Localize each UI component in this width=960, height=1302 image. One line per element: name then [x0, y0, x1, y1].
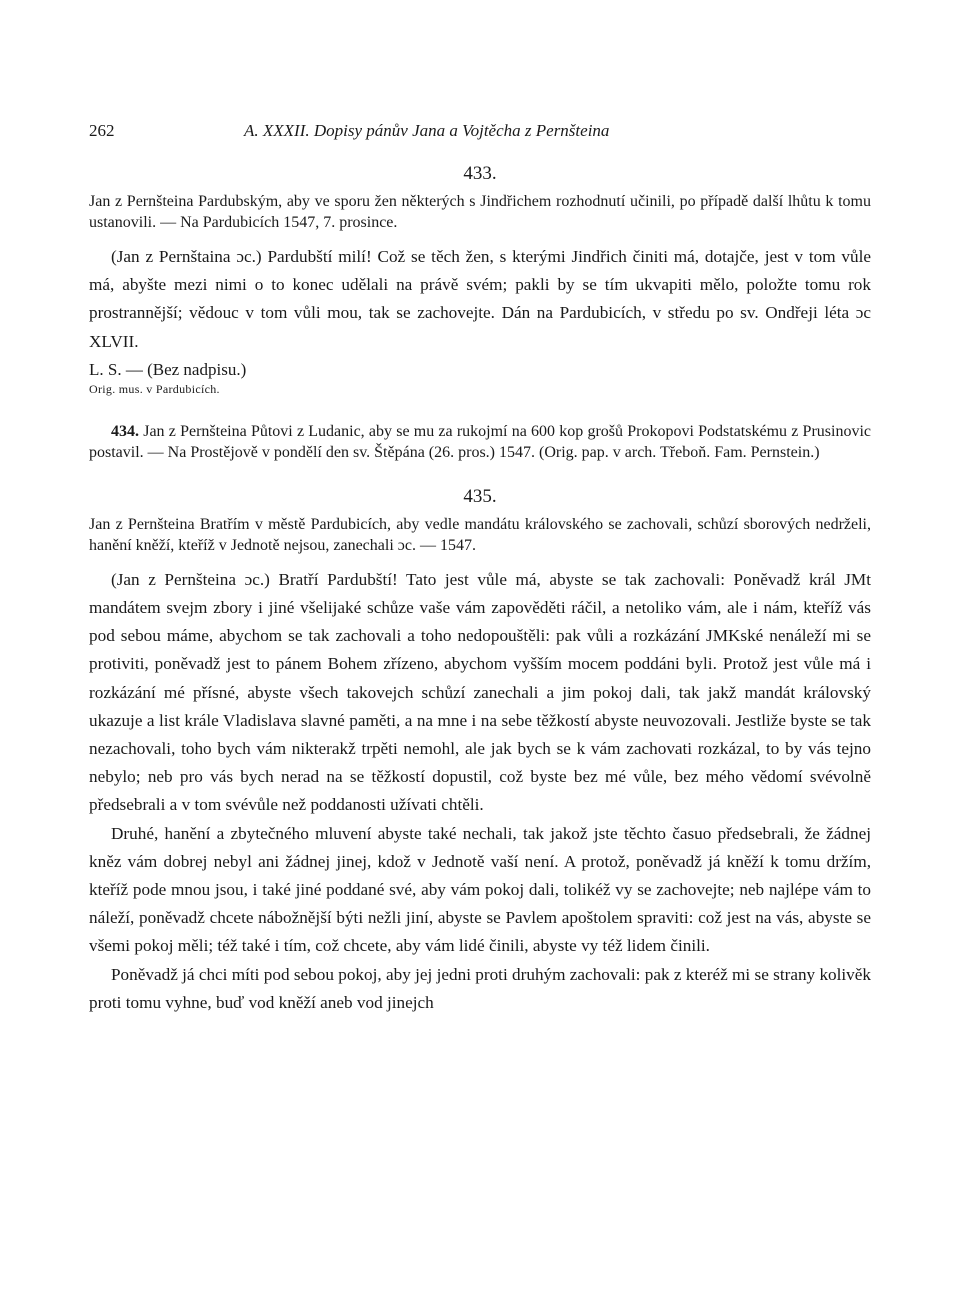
seal-note: L. S. — (Bez nadpisu.) [89, 359, 247, 379]
page-number: 262 [89, 121, 115, 140]
running-header [89, 121, 871, 147]
regest-434 [89, 421, 871, 463]
regest-text-434: Jan z Pernšteina Půtovi z Ludanic, aby se mu za rukojmí na 600 kop grošů Prokopovi Podstatskému z Prusinovic postavil. — Na Prostějově v pondělí den sv. Štěpána (26. pros.) 1547. (Orig. pap. v arch. Třeboň. Fam. Pernstein.) [89, 422, 871, 461]
letter-text-433: (Jan z Pernštaina ɔc.) Pardubští milí! Což se těch žen, s kterými Jindřich činiti má, dotajče, jest v tom vůle má, abyšte mezi nimi o to konec udělali na právě svém; pakli by se tím ukvapiti mělo, položte tomu rok prostrannější; vědouc v tom vůli mou, tak se zachovejte. Dán na Pardubicích, v středu po sv. Ondřeji léta ɔc XLVII. [89, 247, 871, 351]
summary-433: Jan z Pernšteina Pardubským, aby ve sporu žen některých s Jindřichem rozhodnutí učinili, po případě další lhůtu k tomu ustanovili. — Na Pardubicích 1547, 7. prosince. [89, 193, 871, 231]
paragraph-1: (Jan z Pernšteina ɔc.) Bratří Pardubští! Tato jest vůle má, abyste se tak zachovali: Poněvadž král JMt mandátem svejm zbory i jiné všelijaké schůze vaše vám zapověděti ráčil, a netoliko vám, ale i nám, kteříž vás pod sebou máme, abychom se tak zachovali a toho nedopouštěli: pak vůli a rozkázání JMKské nenáleží mi se protiviti, poněvadž jest to pánem Bohem zřízeno, abychom vyšším mocem poddáni byli. Protož jest vůle má i rozkázání mé přísné, abyste všech takovejch schůzí zanechali a jim pokoj dali, tak jakž mandát královský ukazuje a list krále Vladislava slavné paměti, a na mne i na sebe těžkostí abyste neuvozovali. Jestliže byste se tak nezachovali, toho bych vám nikterakž trpěti nemohl, ale jak bych se k vám zachovati rozkázal, to by vás tejno nebylo; neb pro vás bych nerad na se těžkostí dopustil, což byste bez mé vůle, bez mého vědomí svévolně předsebrali a v tom svévůle než poddanosti užívati chtěli. [89, 569, 871, 815]
paragraph-3: Poněvadž já chci míti pod sebou pokoj, aby jej jedni proti druhým zachovali: pak z kteréž mi se strany kolivěk proti tomu vyhne, buď vod kněží aneb vod jinejch [89, 964, 871, 1012]
document-number-434: 434. [111, 422, 139, 440]
letter-body-435 [89, 566, 871, 1017]
document-page [89, 121, 871, 1017]
document-number-435: 435. [463, 485, 497, 507]
origin-note-433: Orig. mus. v Pardubicích. [89, 381, 220, 396]
running-title: A. XXXII. Dopisy pánův Jana a Vojtěcha z Pernšteina [244, 121, 610, 140]
letter-body-433 [89, 243, 871, 356]
paragraph-2: Druhé, hanění a zbytečného mluvení abyste také nechali, tak jakož jste těchto časuo předsebrali, že žádnej kněz vám dobrej nebyl ani žádnej jinej, kdož v Jednotě vaší není. A protož, poněvadž já kněží k tomu držím, kteříž pode mnou jsou, i také jiné poddané své, aby vám pokoj dali, tolikéž vy se zachovejte; neb najlépe vám to náleží, poněvadž chcete nábožnější býti nežli jiní, abyste se Pavlem apoštolem spraviti: což jest na vás, abyste se všemi pokoj měli; též také i tím, což chcete, aby vám lidé činili, abyste vy též lidem činili. [89, 823, 871, 956]
document-number-433: 433. [463, 163, 497, 184]
summary-435: Jan z Pernšteina Bratřím v městě Pardubicích, aby vedle mandátu královského se zachovali, schůzí sborových nedrželi, hanění kněží, kteříž v Jednotě nejsou, zanechali ɔc. — 1547. [89, 515, 871, 554]
